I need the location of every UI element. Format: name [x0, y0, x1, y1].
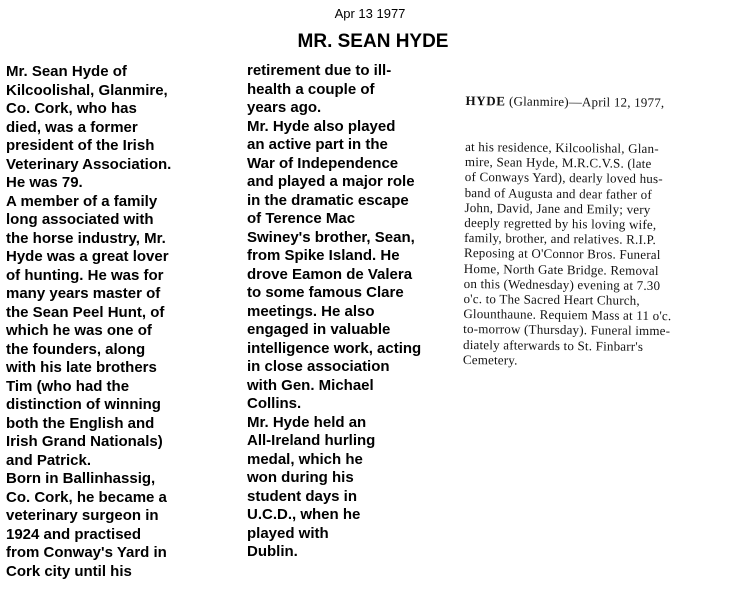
text-line: engaged in valuable: [247, 321, 391, 338]
text-line: won during his: [247, 469, 354, 486]
text-line: long associated with: [6, 211, 154, 228]
text-line: All-Ireland hurling: [247, 432, 376, 449]
death-notice-first-line: [466, 93, 751, 111]
text-line: Dublin.: [247, 543, 298, 560]
text-line: of Terence Mac: [247, 210, 356, 227]
text-line: of Conways Yard), dearly loved hus-: [464, 169, 663, 187]
death-notice-surname: HYDE: [465, 93, 506, 109]
text-line: veterinary surgeon in: [6, 507, 159, 524]
text-line: Tim (who had the: [6, 377, 130, 395]
text-line: with his late brothers: [6, 359, 157, 376]
text-line: from Spike Island. He: [247, 247, 400, 264]
article-column-2: [247, 62, 421, 562]
text-line: the Sean Peel Hunt, of: [6, 303, 165, 321]
death-notice-first-line-text: (Glanmire)—April 12, 1977,: [505, 93, 665, 111]
text-line: many years master of: [6, 285, 161, 302]
text-line: president of the Irish: [6, 137, 155, 154]
text-line: John, David, Jane and Emily; very: [464, 199, 651, 217]
text-line: years ago.: [247, 99, 322, 116]
text-line: Collins.: [247, 395, 302, 412]
article-column-1: [6, 63, 171, 581]
text-line: from Conway's Yard in: [6, 544, 167, 561]
text-line: Co. Cork, he became a: [6, 488, 167, 506]
text-line: died, was a former: [6, 118, 138, 136]
text-line: in the dramatic escape: [247, 191, 409, 209]
text-line: and Patrick.: [6, 451, 92, 469]
text-line: meetings. He also: [247, 302, 375, 320]
text-line: Swiney's brother, Sean,: [247, 228, 415, 246]
text-line: and played a major role: [247, 173, 415, 190]
text-line: Cork city until his: [6, 562, 132, 580]
text-line: o'c. to The Sacred Heart Church,: [463, 291, 640, 308]
text-line: He was 79.: [6, 174, 83, 191]
text-line: War of Independence: [247, 154, 399, 172]
text-line: medal, which he: [247, 450, 363, 468]
text-line: diately afterwards to St. Finbarr's: [462, 336, 644, 354]
text-line: U.C.D., when he: [247, 506, 361, 523]
text-line: deeply regretted by his loving wife,: [464, 215, 657, 233]
text-line: which he was one of: [6, 322, 152, 339]
text-line: Hyde was a great lover: [6, 248, 169, 265]
text-line: played with: [247, 524, 329, 542]
text-line: in close association: [247, 358, 390, 375]
text-line: Mr. Sean Hyde of: [6, 63, 127, 80]
text-line: Home, North Gate Bridge. Removal: [463, 260, 659, 278]
text-line: the horse industry, Mr.: [6, 229, 166, 247]
text-line: both the English and: [6, 414, 155, 432]
text-line: retirement due to ill-: [247, 62, 392, 79]
text-line: at his residence, Kilcoolishal, Glan-: [465, 139, 659, 157]
article-title: MR. SEAN HYDE: [297, 31, 449, 52]
article-date: Apr 13 1977: [334, 6, 406, 21]
text-line: mire, Sean Hyde, M.R.C.V.S. (late: [464, 154, 652, 172]
death-notice-body: [463, 139, 750, 370]
text-line: family, brother, and relatives. R.I.P.: [464, 230, 657, 248]
text-line: Reposing at O'Connor Bros. Funeral: [463, 245, 661, 263]
text-line: Glounthaune. Requiem Mass at 11 o'c.: [463, 306, 672, 324]
text-line: to-morrow (Thursday). Funeral imme-: [463, 321, 671, 339]
text-line: Kilcoolishal, Glanmire,: [6, 81, 168, 99]
text-line: 1924 and practised: [6, 525, 142, 543]
text-line: Veterinary Association.: [6, 155, 172, 173]
text-line: an active part in the: [247, 136, 388, 153]
text-line: intelligence work, acting: [247, 339, 422, 357]
text-line: Born in Ballinhassig,: [6, 470, 156, 487]
text-line: Cemetery.: [462, 351, 518, 368]
text-line: with Gen. Michael: [247, 376, 374, 394]
text-line: health a couple of: [247, 80, 375, 98]
text-line: Irish Grand Nationals): [6, 433, 163, 450]
text-line: the founders, along: [6, 340, 146, 358]
text-line: band of Augusta and dear father of: [464, 184, 653, 202]
text-line: Mr. Hyde also played: [247, 117, 396, 135]
text-line: on this (Wednesday) evening at 7.30: [463, 275, 661, 293]
text-line: Mr. Hyde held an: [247, 413, 367, 431]
text-line: Co. Cork, who has: [6, 100, 137, 117]
text-line: to some famous Clare: [247, 284, 404, 301]
death-notice-clipping: [463, 63, 751, 385]
text-line: drove Eamon de Valera: [247, 265, 413, 283]
text-line: student days in: [247, 487, 358, 505]
text-line: of hunting. He was for: [6, 266, 164, 284]
text-line: A member of a family: [6, 192, 158, 210]
text-line: distinction of winning: [6, 396, 161, 413]
